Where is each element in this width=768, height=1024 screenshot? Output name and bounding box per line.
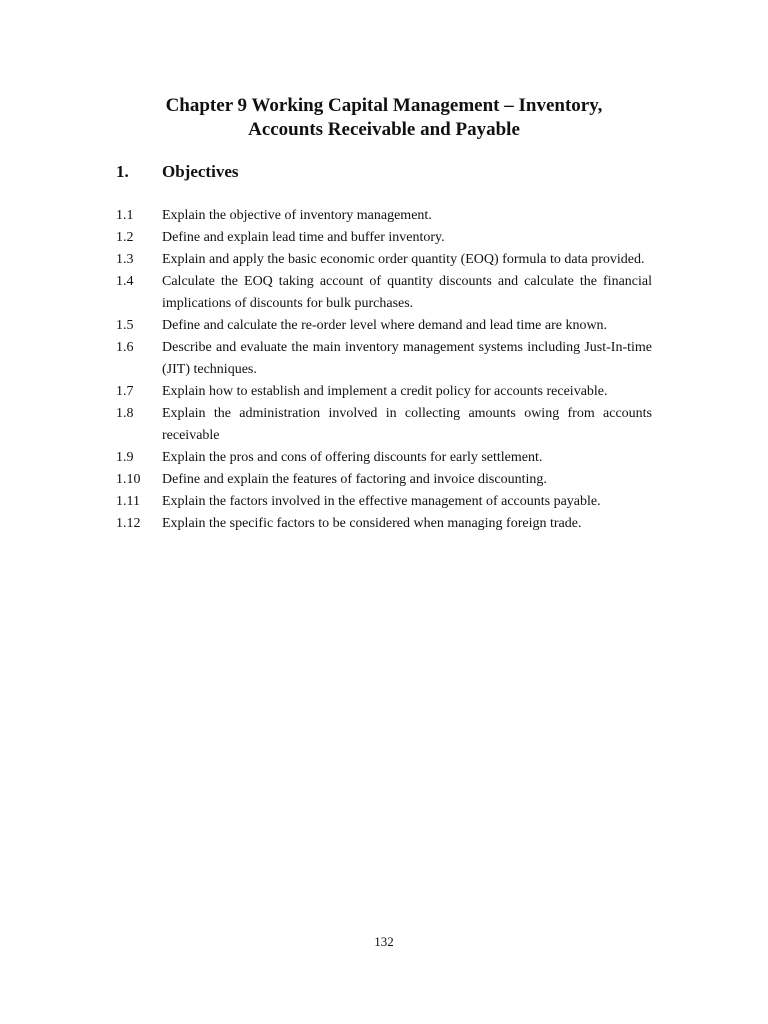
objective-item: [116, 249, 652, 271]
objective-item: [116, 271, 652, 315]
objective-number: 1.11: [116, 494, 140, 509]
chapter-title-line-1: Chapter 9 Working Capital Management – Inventory,: [165, 95, 603, 116]
objectives-list: [116, 205, 652, 535]
objective-number: 1.10: [116, 472, 141, 487]
objective-number: 1.3: [116, 252, 134, 267]
objective-number: 1.1: [116, 208, 134, 223]
section-number: 1.: [116, 162, 129, 181]
objective-item: [116, 227, 652, 249]
objective-number: 1.8: [116, 406, 134, 421]
objective-text: Explain the specific factors to be considered when managing foreign trade.: [162, 516, 582, 531]
objective-text: Define and calculate the re-order level where demand and lead time are known.: [162, 318, 608, 333]
objective-text: Calculate the EOQ taking account of quantity discounts and calculate the financial implications of discounts for bulk purchases.: [162, 274, 652, 311]
objective-text: Explain how to establish and implement a credit policy for accounts receivable.: [162, 384, 608, 399]
objective-number: 1.2: [116, 230, 134, 245]
objective-number: 1.12: [116, 516, 141, 531]
objective-item: [116, 513, 652, 535]
objective-number: 1.6: [116, 340, 134, 355]
section-title: Objectives: [162, 162, 239, 181]
objective-item: [116, 381, 652, 403]
objective-item: [116, 205, 652, 227]
chapter-title: [116, 94, 652, 142]
objective-item: [116, 403, 652, 447]
objective-text: Explain the factors involved in the effective management of accounts payable.: [162, 494, 601, 509]
chapter-title-line-2: Accounts Receivable and Payable: [248, 119, 520, 140]
objective-text: Describe and evaluate the main inventory management systems including Just-In-time (JIT) techniques.: [162, 340, 652, 377]
objective-text: Define and explain the features of factoring and invoice discounting.: [162, 472, 547, 487]
objective-text: Explain and apply the basic economic order quantity (EOQ) formula to data provided.: [162, 252, 645, 267]
objective-item: [116, 337, 652, 381]
objective-item: [116, 491, 652, 513]
objective-number: 1.4: [116, 274, 134, 289]
objective-item: [116, 315, 652, 337]
objective-number: 1.7: [116, 384, 134, 399]
objective-text: Explain the administration involved in collecting amounts owing from accounts receivable: [162, 406, 652, 443]
objective-number: 1.5: [116, 318, 134, 333]
objective-item: [116, 469, 652, 491]
objective-text: Define and explain lead time and buffer inventory.: [162, 230, 445, 245]
page-number: 132: [374, 934, 394, 949]
objective-item: [116, 447, 652, 469]
objective-text: Explain the pros and cons of offering discounts for early settlement.: [162, 450, 543, 465]
objective-text: Explain the objective of inventory management.: [162, 208, 432, 223]
objective-number: 1.9: [116, 450, 134, 465]
